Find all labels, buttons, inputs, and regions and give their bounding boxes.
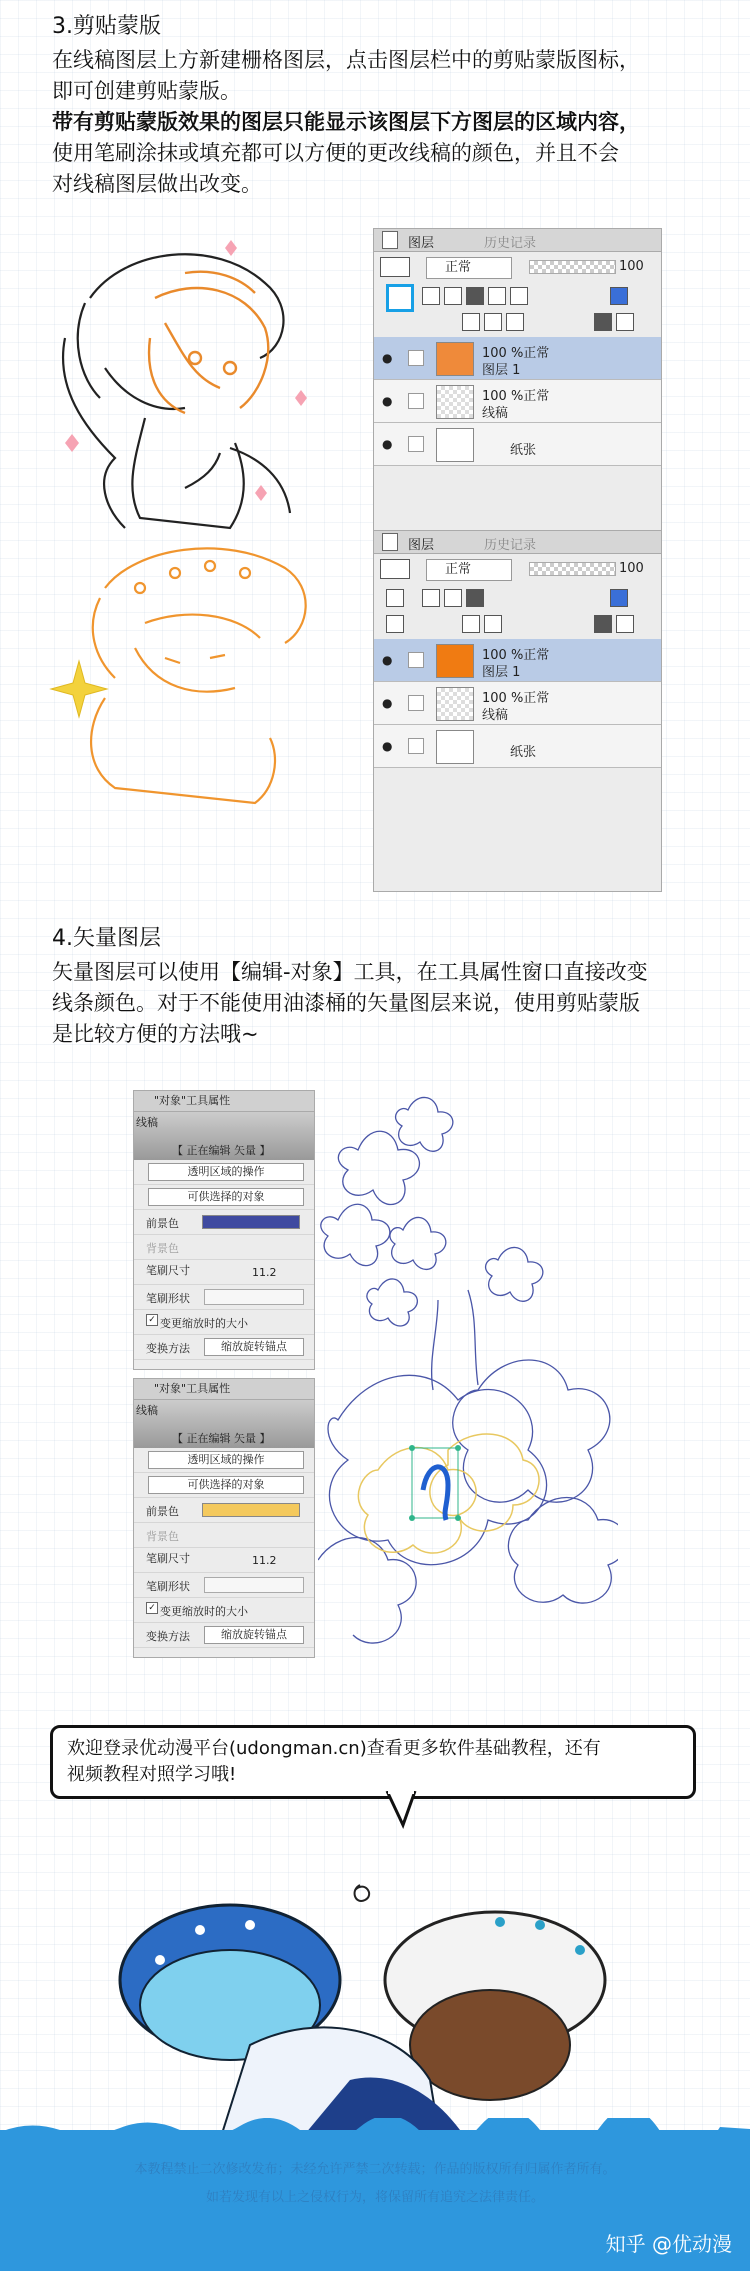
main-color-swatch[interactable]	[202, 1215, 300, 1229]
eye-icon[interactable]: ●	[382, 653, 393, 667]
delete-layer-icon[interactable]	[616, 313, 634, 331]
tab-layer[interactable]: 图层	[408, 236, 435, 251]
reference-layer-icon[interactable]	[422, 287, 440, 305]
copyright-notice-1: 本教程禁止二次修改发布；未经允许严禁二次转载；作品的版权所有归属作者所有。	[134, 2162, 616, 2177]
draft-layer-icon[interactable]	[444, 287, 462, 305]
panel-tabs	[374, 229, 661, 252]
section4-line1: 矢量图层可以使用【编辑-对象】工具，在工具属性窗口直接改变	[52, 960, 648, 984]
transparent-area-select[interactable]: 透明区域的操作	[148, 1163, 304, 1181]
layer-thumbnail	[436, 644, 474, 678]
selectable-object-select[interactable]: 可供选择的对象	[148, 1476, 304, 1494]
main-color-label: 前景色	[146, 1217, 179, 1230]
check-icon[interactable]: ✓	[146, 1314, 158, 1326]
scale-option-label: 变更缩放时的大小	[160, 1605, 248, 1618]
speech-bubble	[50, 1725, 696, 1799]
opacity-slider[interactable]	[529, 562, 616, 576]
new-raster-layer-icon[interactable]	[462, 615, 480, 633]
tab-history[interactable]: 历史记录	[484, 236, 537, 251]
brush-shape-label: 笔刷形状	[146, 1580, 190, 1593]
editing-status: 【 正在编辑 矢量 】	[172, 1144, 271, 1157]
character-sketch-image	[45, 228, 370, 828]
lock-transparency-icon[interactable]	[488, 287, 506, 305]
transform-label: 变换方法	[146, 1630, 190, 1643]
brush-size-label: 笔刷尺寸	[146, 1264, 190, 1277]
tab-history[interactable]: 历史记录	[484, 538, 537, 553]
eye-icon[interactable]: ●	[382, 437, 393, 451]
layer-2-mode: 100 %正常	[482, 389, 550, 404]
selectable-object-select[interactable]: 可供选择的对象	[148, 1188, 304, 1206]
scale-option-label: 变更缩放时的大小	[160, 1317, 248, 1330]
opacity-value[interactable]: 100	[619, 561, 644, 576]
editing-status: 【 正在编辑 矢量 】	[172, 1432, 271, 1445]
layer-checkbox[interactable]	[408, 695, 424, 711]
section3-line1: 在线稿图层上方新建栅格图层，点击图层栏中的剪贴蒙版图标，	[52, 48, 640, 72]
transform-select[interactable]: 缩放旋转锚点	[204, 1626, 304, 1644]
layer-checkbox[interactable]	[408, 738, 424, 754]
brush-shape-select[interactable]	[204, 1577, 304, 1593]
layer-1-mode: 100 %正常	[482, 346, 550, 361]
layer-checkbox[interactable]	[408, 393, 424, 409]
layer-tab-icon	[382, 533, 398, 551]
mask-icon[interactable]	[510, 287, 528, 305]
clipping-mask-icon[interactable]	[386, 284, 414, 312]
panel-tabs	[374, 531, 661, 554]
draft-layer-icon[interactable]	[444, 589, 462, 607]
paper-thumbnail	[436, 730, 474, 764]
layer-row-2[interactable]	[374, 682, 661, 725]
layer-name-label: 线稿	[136, 1116, 158, 1129]
bubble-line2: 视频教程对照学习哦!	[67, 1764, 237, 1785]
layer-1-name: 图层 1	[482, 665, 521, 680]
merge-layer-icon[interactable]	[594, 615, 612, 633]
paper-thumbnail	[436, 428, 474, 462]
transform-label: 变换方法	[146, 1342, 190, 1355]
blend-mode-select[interactable]: 正常	[426, 559, 512, 581]
new-raster-layer-icon[interactable]	[462, 313, 480, 331]
object-panel-header	[134, 1400, 314, 1448]
brush-shape-label: 笔刷形状	[146, 1292, 190, 1305]
eye-icon[interactable]: ●	[382, 351, 393, 365]
layer-row-1[interactable]	[374, 337, 661, 380]
layer-thumbnail	[436, 687, 474, 721]
opacity-slider[interactable]	[529, 260, 616, 274]
section3-line4: 对线稿图层做出改变。	[52, 172, 262, 196]
pen-icon[interactable]	[408, 652, 424, 668]
reference-layer-icon[interactable]	[422, 589, 440, 607]
zhihu-watermark: 知乎 @优动漫	[605, 2232, 732, 2256]
transparent-area-select[interactable]: 透明区域的操作	[148, 1451, 304, 1469]
clipping-mask-icon[interactable]	[386, 589, 404, 607]
section3-bold1: 带有剪贴蒙版效果的图层只能显示该图层下方图层的区域内容，	[52, 110, 640, 134]
brush-size-value[interactable]: 11.2	[252, 1554, 277, 1567]
section4-line3: 是比较方便的方法哦~	[52, 1022, 259, 1046]
blend-mode-select[interactable]: 正常	[426, 257, 512, 279]
blend-mode-swatch[interactable]	[380, 257, 410, 277]
layer-color-icon[interactable]	[610, 287, 628, 305]
bubble-line1: 欢迎登录优动漫平台(udongman.cn)查看更多软件基础教程，还有	[67, 1738, 601, 1759]
layer-row-3[interactable]	[374, 725, 661, 768]
layer-row-2[interactable]	[374, 380, 661, 423]
object-panel-header	[134, 1112, 314, 1160]
delete-layer-icon[interactable]	[616, 615, 634, 633]
merge-layer-icon[interactable]	[594, 313, 612, 331]
footer-band	[0, 2130, 750, 2271]
layer-thumbnail	[436, 385, 474, 419]
object-panel-title: "对象"工具属性	[134, 1379, 314, 1400]
footer-wave	[0, 2118, 750, 2138]
eye-icon[interactable]: ●	[382, 696, 393, 710]
opacity-value[interactable]: 100	[619, 259, 644, 274]
section3-line2: 即可创建剪贴蒙版。	[52, 79, 241, 103]
lock-icon[interactable]	[466, 287, 484, 305]
blend-mode-swatch[interactable]	[380, 559, 410, 579]
object-props-panel-bottom	[133, 1378, 315, 1658]
new-vector-layer-icon[interactable]	[484, 313, 502, 331]
layer-name-label: 线稿	[136, 1404, 158, 1417]
layer-row-3[interactable]	[374, 423, 661, 466]
brush-shape-select[interactable]	[204, 1289, 304, 1305]
layer-panel-bottom	[373, 530, 662, 892]
new-folder-icon[interactable]	[506, 313, 524, 331]
new-vector-layer-icon[interactable]	[484, 615, 502, 633]
layer-thumbnail	[436, 342, 474, 376]
paper-name: 纸张	[510, 745, 537, 760]
paper-name: 纸张	[510, 443, 537, 458]
eye-icon[interactable]: ●	[382, 739, 393, 753]
flower-vector-illustration	[318, 1090, 618, 1660]
layer-color-icon[interactable]	[610, 589, 628, 607]
object-panel-title: "对象"工具属性	[134, 1091, 314, 1112]
clipping-illustration	[45, 228, 370, 828]
lock-icon[interactable]	[466, 589, 484, 607]
brush-size-label: 笔刷尺寸	[146, 1552, 190, 1565]
layer-tab-icon	[382, 231, 398, 249]
sub-color-label: 背景色	[146, 1530, 179, 1543]
layer-2-mode: 100 %正常	[482, 691, 550, 706]
pen-icon[interactable]	[408, 350, 424, 366]
layer-2-name: 线稿	[482, 406, 509, 421]
section4-title: 4.矢量图层	[52, 926, 161, 951]
section4-line2: 线条颜色。对于不能使用油漆桶的矢量图层来说，使用剪贴蒙版	[52, 991, 640, 1015]
section3-line3: 使用笔刷涂抹或填充都可以方便的更改线稿的颜色，并且不会	[52, 141, 619, 165]
tab-layer[interactable]: 图层	[408, 538, 435, 553]
bubble-tail	[385, 1791, 425, 1831]
panel-menu-icon[interactable]	[386, 615, 404, 633]
object-props-panel-top	[133, 1090, 315, 1370]
check-icon[interactable]: ✓	[146, 1602, 158, 1614]
layer-2-name: 线稿	[482, 708, 509, 723]
main-color-swatch[interactable]	[202, 1503, 300, 1517]
layer-panel-top	[373, 228, 662, 532]
sub-color-label: 背景色	[146, 1242, 179, 1255]
layer-1-mode: 100 %正常	[482, 648, 550, 663]
copyright-notice-2: 如若发现有以上之侵权行为，将保留所有追究之法律责任。	[205, 2190, 544, 2205]
eye-icon[interactable]: ●	[382, 394, 393, 408]
brush-size-value[interactable]: 11.2	[252, 1266, 277, 1279]
layer-checkbox[interactable]	[408, 436, 424, 452]
characters-illustration	[100, 1830, 660, 2140]
transform-select[interactable]: 缩放旋转锚点	[204, 1338, 304, 1356]
layer-1-name: 图层 1	[482, 363, 521, 378]
flower-line-art-image	[318, 1090, 618, 1660]
layer-row-1[interactable]	[374, 639, 661, 682]
section3-title: 3.剪贴蒙版	[52, 14, 161, 39]
main-color-label: 前景色	[146, 1505, 179, 1518]
